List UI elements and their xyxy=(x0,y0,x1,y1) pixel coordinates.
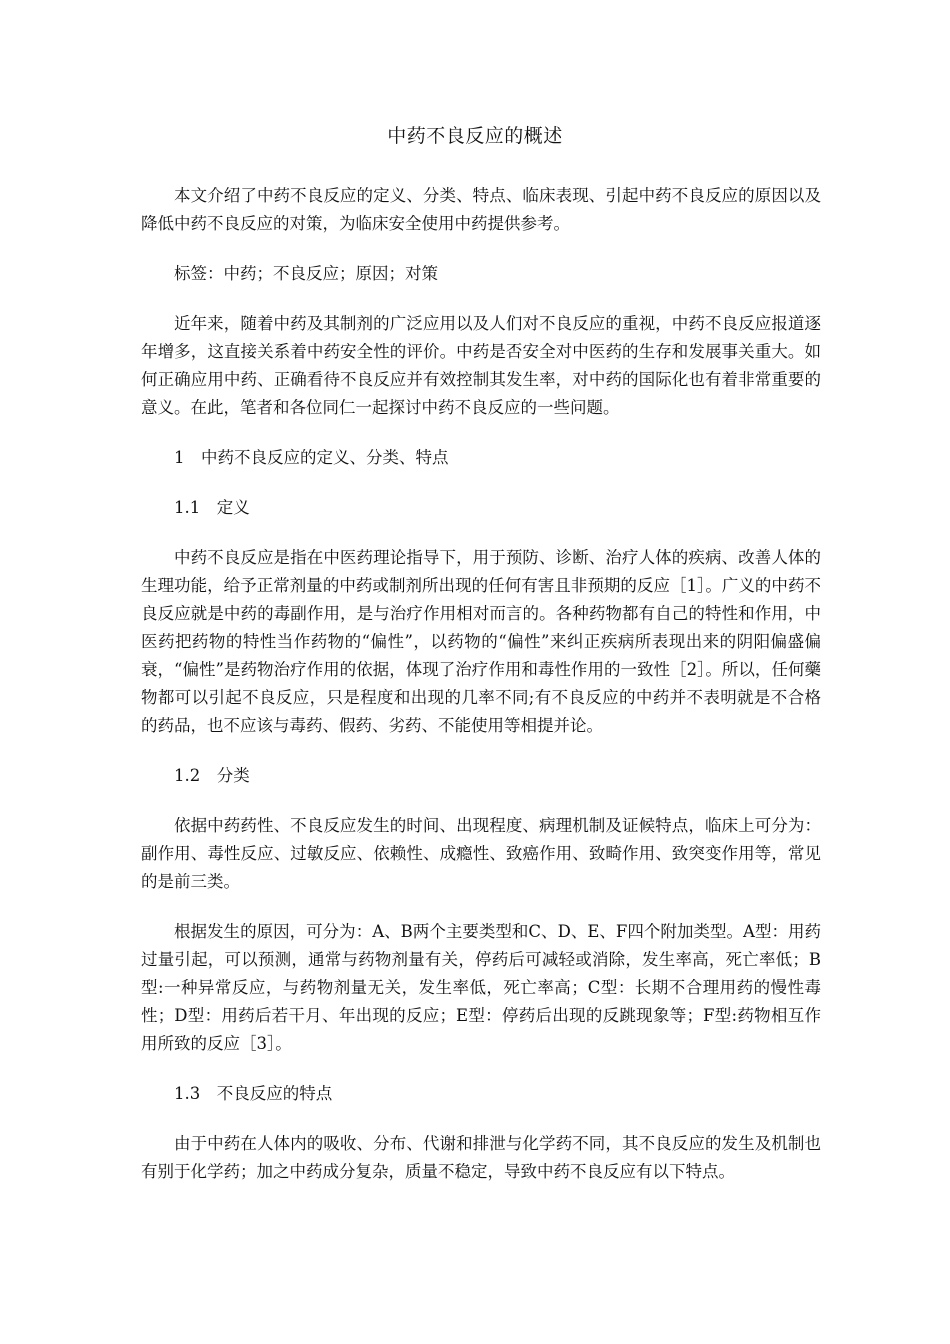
section-heading-1-1: 1.1 定义 xyxy=(174,498,250,517)
document-title: 中药不良反应的概述 xyxy=(387,125,563,147)
section-heading-1-2: 1.2 分类 xyxy=(174,766,250,785)
section-heading-1-3: 1.3 不良反应的特点 xyxy=(174,1084,333,1103)
classification-paragraph-2: 根据发生的原因，可分为：A、B两个主要类型和C、D、E、F四个附加类型。A型：用药过量引起，可以预测，通常与药物剂量有关，停药后可减轻或消除，发生率高，死亡率低；B型:一种异常反应，与药物剂量无关，发生率低，死亡率高；C型：长期不合理用药的慢性毒性；D型：用药后若干月、年出现的反应；E型：停药后出现的反跳现象等；F型:药物相互作用所致的反应［3］。 xyxy=(141,922,821,1053)
abstract-paragraph: 本文介绍了中药不良反应的定义、分类、特点、临床表现、引起中药不良反应的原因以及降低中药不良反应的对策，为临床安全使用中药提供参考。 xyxy=(141,186,821,233)
definition-paragraph: 中药不良反应是指在中医药理论指导下，用于预防、诊断、治疗人体的疾病、改善人体的生理功能，给予正常剂量的中药或制剂所出现的任何有害且非预期的反应［1］。广义的中药不良反应就是中药的毒副作用，是与治疗作用相对而言的。各种药物都有自己的特性和作用，中医药把药物的特性当作药物的“偏性”，以药物的“偏性”来纠正疾病所表现出来的阴阳偏盛偏衰，“偏性”是药物治疗作用的依据，体现了治疗作用和毒性作用的一致性［2］。所以，任何藥物都可以引起不良反应，只是程度和出现的几率不同;有不良反应的中药并不表明就是不合格的药品，也不应该与毒药、假药、劣药、不能使用等相提并论。 xyxy=(141,548,821,735)
keywords-paragraph: 标签：中药；不良反应；原因；对策 xyxy=(174,264,438,283)
classification-paragraph-1: 依据中药药性、不良反应发生的时间、出现程度、病理机制及证候特点，临床上可分为：副作用、毒性反应、过敏反应、依赖性、成瘾性、致癌作用、致畸作用、致突变作用等，常见的是前三类。 xyxy=(141,816,821,891)
characteristics-paragraph: 由于中药在人体内的吸收、分布、代谢和排泄与化学药不同，其不良反应的发生及机制也有别于化学药；加之中药成分复杂，质量不稳定，导致中药不良反应有以下特点。 xyxy=(141,1134,821,1181)
document-body xyxy=(141,182,821,1186)
section-heading-1: 1 中药不良反应的定义、分类、特点 xyxy=(174,448,449,467)
intro-paragraph: 近年来，随着中药及其制剂的广泛应用以及人们对不良反应的重视，中药不良反应报道逐年增多，这直接关系着中药安全性的评价。中药是否安全对中医药的生存和发展事关重大。如何正确应用中药、正确看待不良反应并有效控制其发生率，对中药的国际化也有着非常重要的意义。在此，笔者和各位同仁一起探讨中药不良反应的一些问题。 xyxy=(141,314,821,417)
